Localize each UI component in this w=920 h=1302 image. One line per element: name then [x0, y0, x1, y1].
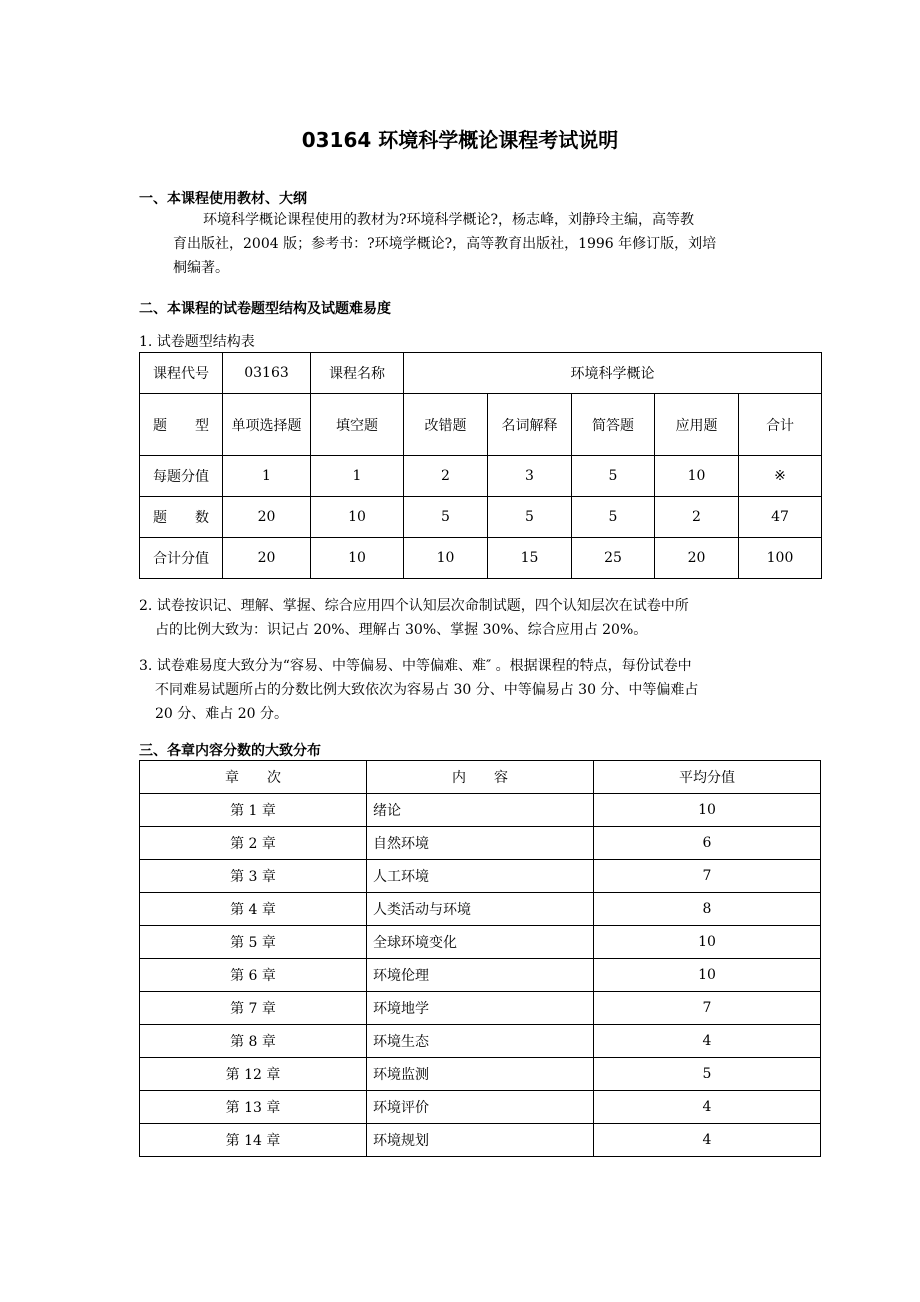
cell: 10	[404, 538, 488, 579]
cell: 全球环境变化	[367, 926, 594, 959]
cell: 10	[311, 538, 404, 579]
cell: 4	[594, 1091, 821, 1124]
cell: 5	[404, 497, 488, 538]
cell: 环境规划	[367, 1124, 594, 1157]
table-row	[140, 1091, 821, 1124]
cell: 6	[594, 827, 821, 860]
paragraph-line: 环境科学概论课程使用的教材为?环境科学概论?，杨志峰，刘静玲主编，高等教	[203, 212, 695, 228]
table-row	[140, 1058, 821, 1091]
cell: 课程名称	[311, 353, 404, 394]
cell: 10	[594, 926, 821, 959]
cell: 环境伦理	[367, 959, 594, 992]
table-caption: 1. 试卷题型结构表	[139, 334, 255, 350]
exam-structure-table	[139, 352, 822, 579]
cell: 3	[488, 456, 572, 497]
cell: 第 4 章	[140, 893, 367, 926]
table-row	[140, 1124, 821, 1157]
table-row	[140, 959, 821, 992]
table-row	[140, 860, 821, 893]
table-row	[140, 893, 821, 926]
cell: 100	[739, 538, 822, 579]
cell: 10	[594, 794, 821, 827]
cell: 7	[594, 992, 821, 1025]
table-row	[140, 1025, 821, 1058]
cell: 第 2 章	[140, 827, 367, 860]
cell: 第 8 章	[140, 1025, 367, 1058]
paragraph-line: 20 分、难占 20 分。	[155, 706, 288, 722]
table-row	[140, 794, 821, 827]
table-row	[140, 394, 822, 456]
cell: 题 型	[140, 394, 223, 456]
cell: 第 6 章	[140, 959, 367, 992]
chapter-score-table	[139, 760, 821, 1157]
cell: 环境生态	[367, 1025, 594, 1058]
cell: 03163	[223, 353, 311, 394]
cell: 单项选择题	[223, 394, 311, 456]
cell: 10	[311, 497, 404, 538]
section-1-heading: 一、本课程使用教材、大纲	[139, 191, 307, 207]
cell: 环境科学概论	[404, 353, 822, 394]
cell: 第 1 章	[140, 794, 367, 827]
table-header-row	[140, 761, 821, 794]
cell: 25	[572, 538, 655, 579]
cell: 合计	[739, 394, 822, 456]
cell: 20	[223, 497, 311, 538]
cell: 2	[404, 456, 488, 497]
cell: 人类活动与环境	[367, 893, 594, 926]
cell: 第 5 章	[140, 926, 367, 959]
table-row	[140, 992, 821, 1025]
cell: 10	[655, 456, 739, 497]
cell: 第 13 章	[140, 1091, 367, 1124]
cell: 简答题	[572, 394, 655, 456]
table-row	[140, 926, 821, 959]
table-row	[140, 353, 822, 394]
cell: 自然环境	[367, 827, 594, 860]
cell: 环境监测	[367, 1058, 594, 1091]
cell: 第 12 章	[140, 1058, 367, 1091]
cell: 题 数	[140, 497, 223, 538]
cell: 20	[223, 538, 311, 579]
table-row	[140, 827, 821, 860]
cell: 15	[488, 538, 572, 579]
paragraph-line: 3. 试卷难易度大致分为“容易、中等偏易、中等偏难、难″ 。根据课程的特点，每份试卷中	[139, 658, 692, 674]
cell: 第 14 章	[140, 1124, 367, 1157]
cell: 人工环境	[367, 860, 594, 893]
cell: 名词解释	[488, 394, 572, 456]
cell: 填空题	[311, 394, 404, 456]
cell: 4	[594, 1124, 821, 1157]
cell: 7	[594, 860, 821, 893]
paragraph-line: 2. 试卷按识记、理解、掌握、综合应用四个认知层次命制试题，四个认知层次在试卷中所	[139, 598, 689, 614]
cell: 第 3 章	[140, 860, 367, 893]
cell: ※	[739, 456, 822, 497]
cell: 第 7 章	[140, 992, 367, 1025]
cell: 1	[223, 456, 311, 497]
cell: 2	[655, 497, 739, 538]
cell: 每题分值	[140, 456, 223, 497]
cell: 1	[311, 456, 404, 497]
cell: 5	[572, 497, 655, 538]
section-2-heading: 二、本课程的试卷题型结构及试题难易度	[139, 301, 391, 317]
cell: 47	[739, 497, 822, 538]
cell: 绪论	[367, 794, 594, 827]
cell: 20	[655, 538, 739, 579]
cell: 环境地学	[367, 992, 594, 1025]
cell: 应用题	[655, 394, 739, 456]
header-cell: 章 次	[140, 761, 367, 794]
cell: 5	[572, 456, 655, 497]
cell: 合计分值	[140, 538, 223, 579]
table-row	[140, 538, 822, 579]
cell: 5	[488, 497, 572, 538]
table-row	[140, 456, 822, 497]
paragraph-line: 桐编著。	[173, 260, 229, 276]
cell: 课程代号	[140, 353, 223, 394]
cell: 4	[594, 1025, 821, 1058]
header-cell: 内 容	[367, 761, 594, 794]
table-row	[140, 497, 822, 538]
cell: 环境评价	[367, 1091, 594, 1124]
section-3-heading: 三、各章内容分数的大致分布	[139, 743, 321, 759]
paragraph-line: 不同难易试题所占的分数比例大致依次为容易占 30 分、中等偏易占 30 分、中等偏难占	[155, 682, 699, 698]
paragraph-line: 育出版社，2004 版；参考书：?环境学概论?，高等教育出版社，1996 年修订版，刘培	[173, 236, 717, 252]
header-cell: 平均分值	[594, 761, 821, 794]
paragraph-line: 占的比例大致为：识记占 20%、理解占 30%、掌握 30%、综合应用占 20%。	[155, 622, 648, 638]
page-title: 03164 环境科学概论课程考试说明	[301, 128, 619, 152]
cell: 5	[594, 1058, 821, 1091]
cell: 改错题	[404, 394, 488, 456]
cell: 10	[594, 959, 821, 992]
cell: 8	[594, 893, 821, 926]
